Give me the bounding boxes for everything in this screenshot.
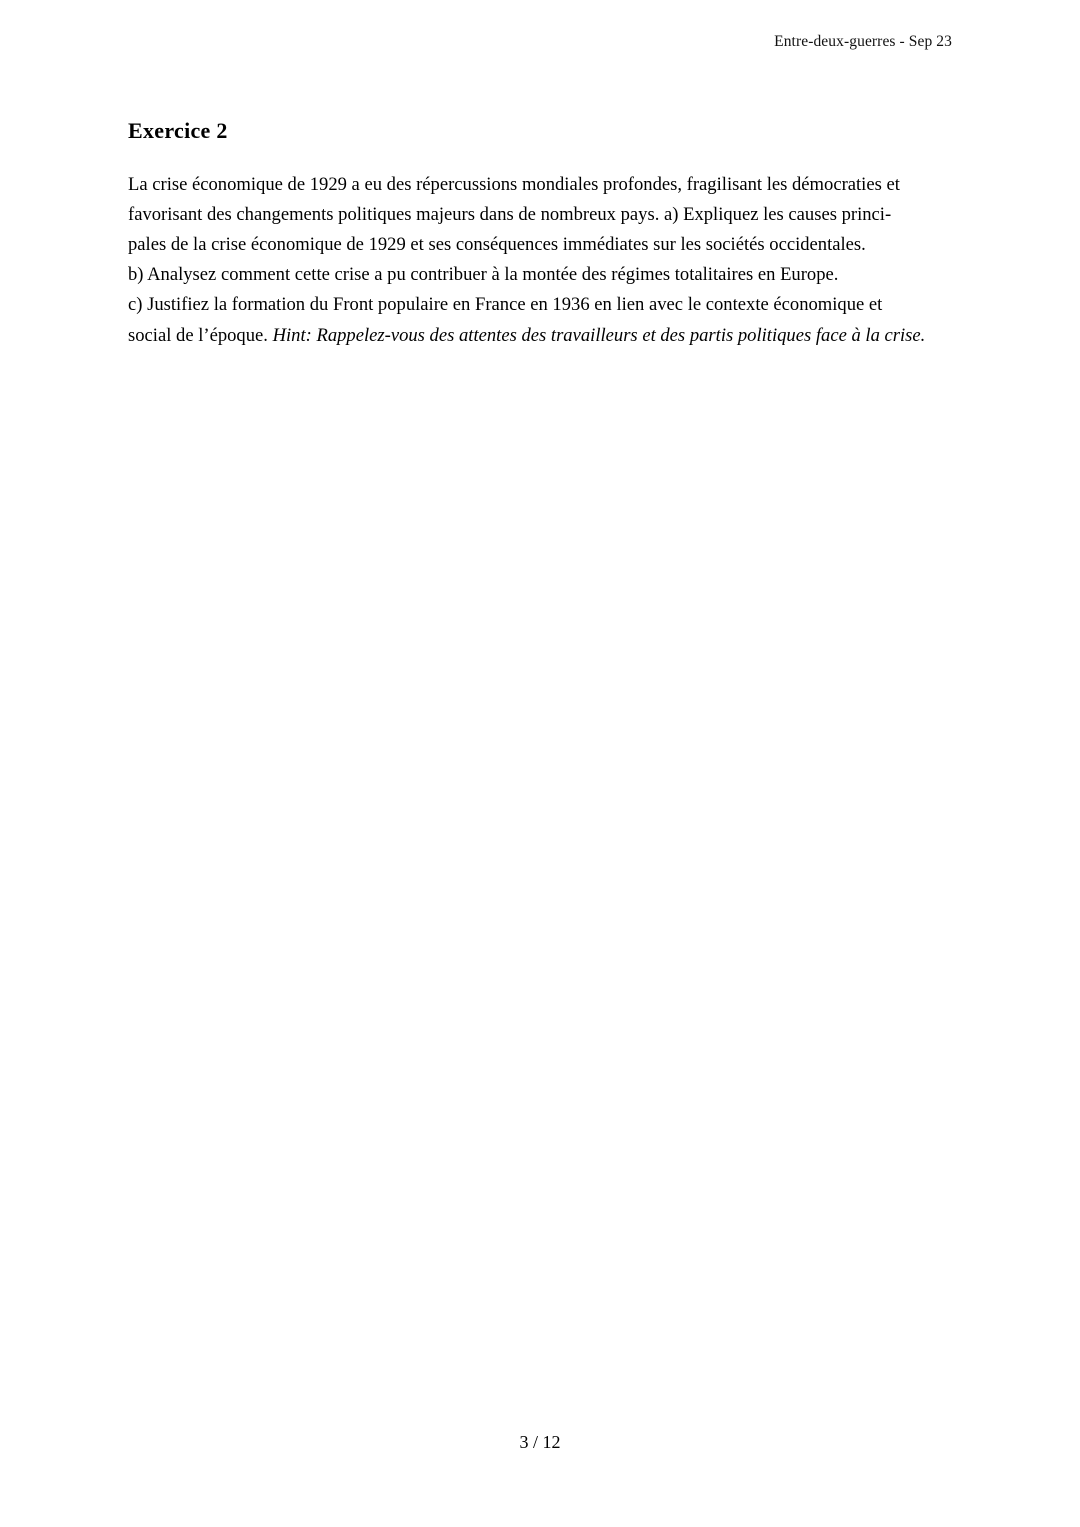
page-number: 3 / 12: [519, 1432, 561, 1452]
exercise-block: [128, 118, 952, 351]
statement-line: La crise économique de 1929 a eu des répercussions mondiales profondes, fragilisant les démocraties et: [128, 174, 900, 195]
exercise-title: Exercice 2: [128, 118, 228, 143]
statement-line-text: social de l’époque.: [128, 324, 268, 346]
statement-line: b) Analysez comment cette crise a pu contribuer à la montée des régimes totalitaires en Europe.: [128, 264, 839, 286]
statement-last-line: [128, 321, 952, 351]
statement-line: favorisant des changements politiques majeurs dans de nombreux pays. a) Expliquez les causes princi-: [128, 204, 892, 226]
statement-line: c) Justifiez la formation du Front populaire en France en 1936 en lien avec le contexte économique et: [128, 294, 883, 316]
running-header: Entre-deux-guerres - Sep 23: [774, 33, 952, 50]
statement-line: pales de la crise économique de 1929 et ses conséquences immédiates sur les sociétés occidentales.: [128, 234, 866, 256]
exercise-statement: [128, 170, 952, 351]
exercise-hint: Hint: Rappelez-vous des attentes des travailleurs et des partis politiques face à la crise.: [272, 324, 926, 346]
